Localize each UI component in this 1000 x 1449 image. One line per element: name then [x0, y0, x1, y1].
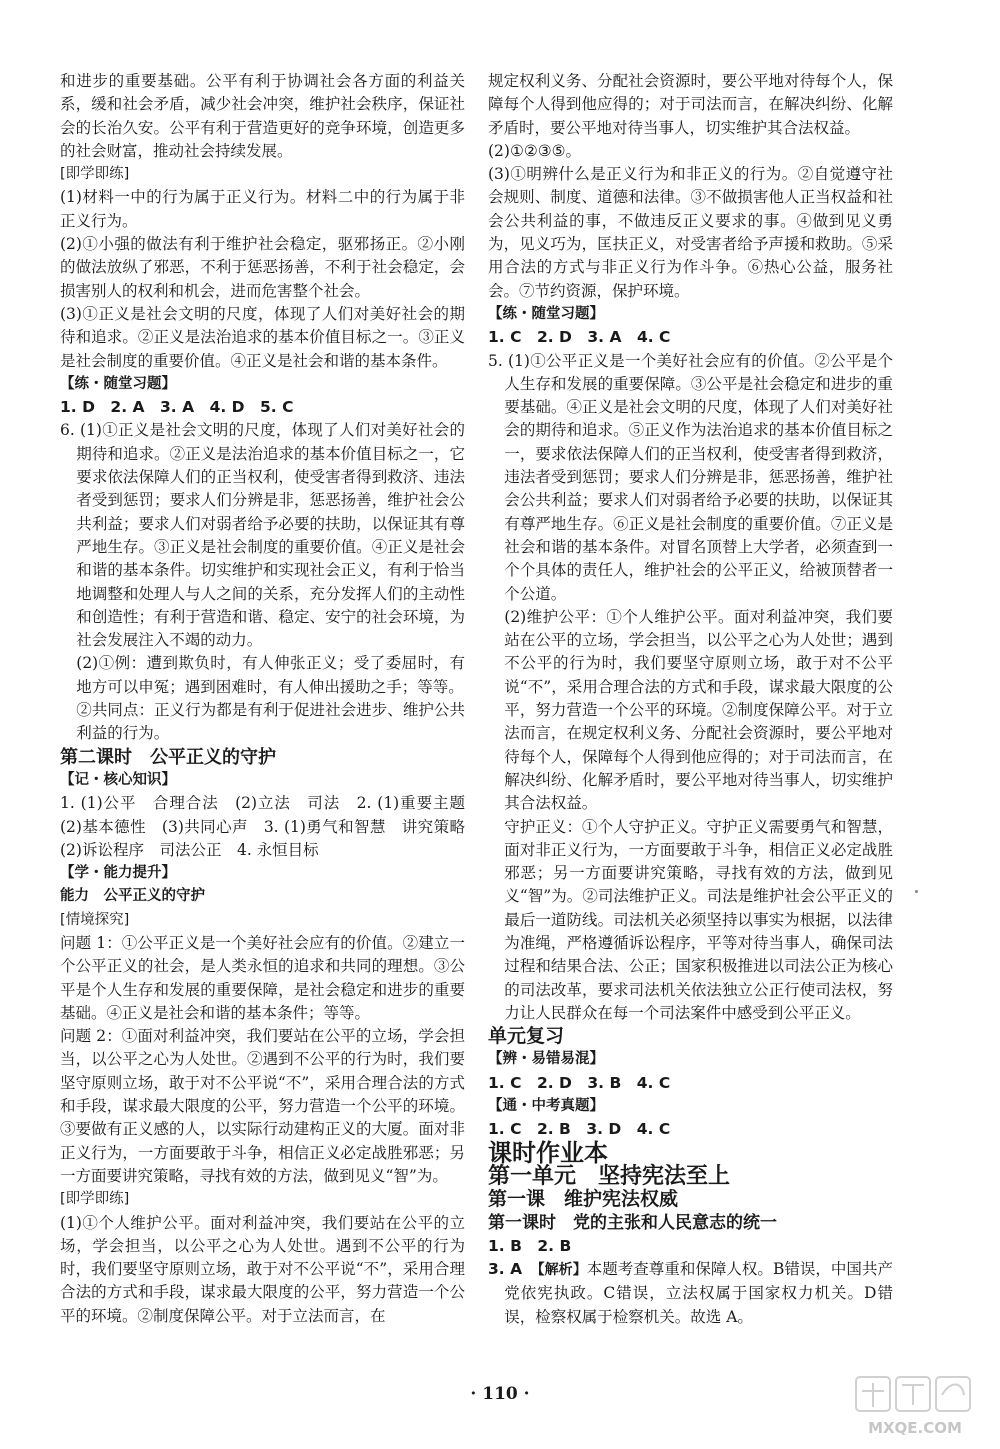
page-number: · 110 · [470, 1384, 530, 1404]
left-column [60, 70, 481, 1328]
answer-paragraph: (2)①②③⑤。 [488, 141, 582, 160]
watermark-logo-icon [850, 1371, 980, 1441]
answer-paragraph: (2)①小强的做法有利于维护社会稳定，驱邪扬正。②小刚的做法放纵了邪恶，不利于惩恶扬善，不利于社会稳定，会损害别人的权利和机会，进而危害整个社会。 [60, 235, 465, 300]
answer-paragraph: (3)①正义是社会文明的尺度，体现了人们对美好社会的期待和追求。②正义是法治追求的基本价值目标之一。③正义是社会制度的重要价值。④正义是社会和谐的基本条件。 [60, 304, 465, 370]
question-2-answer: 问题 2：①面对利益冲突，我们要站在公平的立场，学会担当，以公平之心为人处世。②遇到不公平的行为时，我们要坚守原则立场，敢于对不公平说“不”，采用合理合法的方式和手段，谋求最大限度的公平，努力营造一个公平的环境。③要做有正义感的人，以实际行动建构正义的大厦。面对非正义行为，一方面要敢于斗争，相信正义必定战胜邪恶；另一方面要讲究策略，寻找有效的方法，做到见义“智”为。 [60, 1027, 465, 1185]
question-5-part-2: (2)维护公平：①个人维护公平。面对利益冲突，我们要站在公平的立场，学会担当，以公平之心为人处世；遇到不公平的行为时，我们要坚守原则立场，敢于对不公平说“不”，采用合理合法的方式和手段，谋求最大限度的公平，努力营造一个公平的环境。②制度保障公平。对于立法而言，在规定权利义务、分配社会资源时，要公平地对待每个人，保障每个人得到他应得的；对于司法而言，在解决纠纷、化解矛盾时，要公平地对待当事人，切实维护其合法权益。 [504, 607, 893, 813]
period-heading: 第一课时 党的主张和人民意志的统一 [488, 1212, 777, 1233]
scan-speck [915, 890, 918, 893]
watermark-site: MXQE.COM [868, 1419, 962, 1437]
answer-line: 1. C 2. D 3. A 4. C [488, 328, 671, 347]
core-knowledge: 1. (1)公平 合理合法 (2)立法 司法 2. (1)重要主题 (2)基本德性 (3)共同心声 3. (1)勇气和智慧 讲究策略 (2)诉讼程序 司法公正 4. 永恒目标 [60, 794, 481, 859]
answer-line: 1. B 2. B [488, 1236, 572, 1255]
course-heading: 第一课 维护宪法权威 [488, 1188, 679, 1211]
unit-heading: 第一单元 坚持宪法至上 [488, 1163, 731, 1189]
question-6-common: ②共同点：正义行为都是有利于促进社会进步、维护公共利益的行为。 [76, 701, 465, 743]
answer-paragraph: (1)①个人维护公平。面对利益冲突，我们要站在公平的立场，学会担当，以公平之心为人处世。遇到不公平的行为时，我们要坚守原则立场，敢于对不公平说“不”，采用合理合法的方式和手段，谋求最大限度的公平，努力营造一个公平的环境。②制度保障公平。对于立法而言，在 [60, 1213, 465, 1325]
section-heading: 【学・能力提升】 [60, 865, 176, 882]
practice-label: [即学即练] [60, 1191, 130, 1208]
section-heading: 【辨・易错易混】 [488, 1051, 604, 1068]
section-heading: 【记・核心知识】 [60, 771, 176, 788]
section-heading: 【通・中考真题】 [488, 1098, 604, 1115]
scenario-label: [情境探究] [60, 911, 130, 928]
workbook-title: 课时作业本 [488, 1138, 608, 1167]
question-3-answer [488, 1258, 893, 1329]
answer-paragraph: (3)①明辨什么是正义行为和非正义的行为。②自觉遵守社会规则、制度、道德和法律。③不做损害他人正当权益和社会公共利益的事，不做违反正义要求的事。④做到见义勇为，见义巧为，匡扶正义，对受害者给予声援和救助。⑤采用合法的方式与非正义行为作斗争。⑥热心公益，服务社会。⑦节约资源，保护环境。 [488, 165, 893, 300]
question-1-answer: 问题 1：①公平正义是一个美好社会应有的价值。②建立一个公平正义的社会，是人类永恒的追求和共同的理想。③公平是个人生存和发展的重要保障，是社会稳定和进步的重要基础。④正义是社会和谐的基本条件；等等。 [60, 933, 465, 1022]
analysis-tag: 【解析】 [537, 1262, 587, 1279]
unit-review-heading: 单元复习 [488, 1025, 565, 1048]
question-5-justice: 守护正义：①个人守护正义。守护正义需要勇气和智慧，面对非正义行为，一方面要敢于斗争，相信正义必定战胜邪恶；另一方面要讲究策略，寻找有效的方法，做到见义“智”为。②司法维护正义。司法是维护社会公平正义的最后一道防线。司法机关必须坚持以事实为根据，以法律为准绳，严格遵循诉讼程序，平等对待当事人，确保司法过程和结果合法、公正；国家积极推进以司法公正为核心的司法改革，要求司法机关依法独立公正行使司法权，努力让人民群众在每一个司法案件中感受到公平正义。 [504, 817, 893, 1022]
right-column [488, 70, 893, 1329]
answer-paragraph: 规定权利义务、分配社会资源时，要公平地对待每个人，保障每个人得到他应得的；对于司法而言，在解决纠纷、化解矛盾时，要公平地对待当事人，切实维护其合法权益。 [488, 72, 893, 137]
question-5-answer: 5. (1)①公平正义是一个美好社会应有的价值。②公平是个人生存和发展的重要保障。③公平是社会稳定和进步的重要基础。④正义是社会文明的尺度，体现了人们对美好社会的期待和追求。⑤正义作为法治追求的基本价值目标之一，要求依法保障人们的正当权利，使受害者得到救济，违法者受到惩罚；要求人们分辨是非，惩恶扬善，维护社会公共利益；要求人们对弱者给予必要的扶助，以保证其有尊严地生存。⑥正义是社会制度的重要价值。⑦正义是社会和谐的基本条件。对冒名顶替上大学者，必须查到一个个具体的责任人，维护社会的公平正义，给被顶替者一个公道。 [488, 351, 893, 603]
lesson-heading: 第二课时 公平正义的守护 [60, 746, 276, 768]
ability-heading: 能力 公平正义的守护 [60, 888, 205, 905]
practice-label: [即学即练] [60, 166, 130, 183]
question-3-choice: 3. A [488, 1260, 523, 1279]
answer-line: 1. C 2. B 3. D 4. C [488, 1120, 671, 1139]
answer-line: 1. D 2. A 3. A 4. D 5. C [60, 398, 294, 417]
answer-paragraph: (1)材料一中的行为属于正义行为。材料二中的行为属于非正义行为。 [60, 188, 465, 230]
section-heading: 【练・随堂习题】 [60, 375, 176, 392]
question-6-answer: 6. (1)①正义是社会文明的尺度，体现了人们对美好社会的期待和追求。②正义是法治追求的基本价值目标之一，它要求依法保障人们的正当权利，使受害者得到救济、违法者受到惩罚；要求人们分辨是非，惩恶扬善，维护社会公共利益；要求人们对弱者给予必要的扶助，以保证其有尊严地生存。③正义是社会制度的重要价值。④正义是社会和谐的基本条件。切实维护和实现社会正义，有利于恰当地调整和处理人与人之间的关系，充分发挥人们的主动性和创造性；有利于营造和谐、稳定、安宁的社会环境，为社会发展注入不竭的动力。 [60, 421, 465, 650]
intro-paragraph: 和进步的重要基础。公平有利于协调社会各方面的利益关系，缓和社会矛盾，减少社会冲突，维护社会秩序，保证社会的长治久安。公平有利于营造更好的竞争环境，创造更多的社会财富，推动社会持续发展。 [60, 72, 465, 160]
question-6-part-2: (2)①例：遭到欺负时，有人伸张正义；受了委屈时，有地方可以申冤；遇到困难时，有人伸出援助之手；等等。 [76, 654, 465, 696]
section-heading: 【练・随堂习题】 [488, 305, 604, 322]
answer-line: 1. C 2. D 3. B 4. C [488, 1073, 671, 1092]
analysis-text: 本题考查尊重和保障人权。B错误，中国共产党依宪执政。C错误，立法权属于国家权力机关。D错误，检察权属于检察机关。故选 A。 [504, 1260, 893, 1326]
